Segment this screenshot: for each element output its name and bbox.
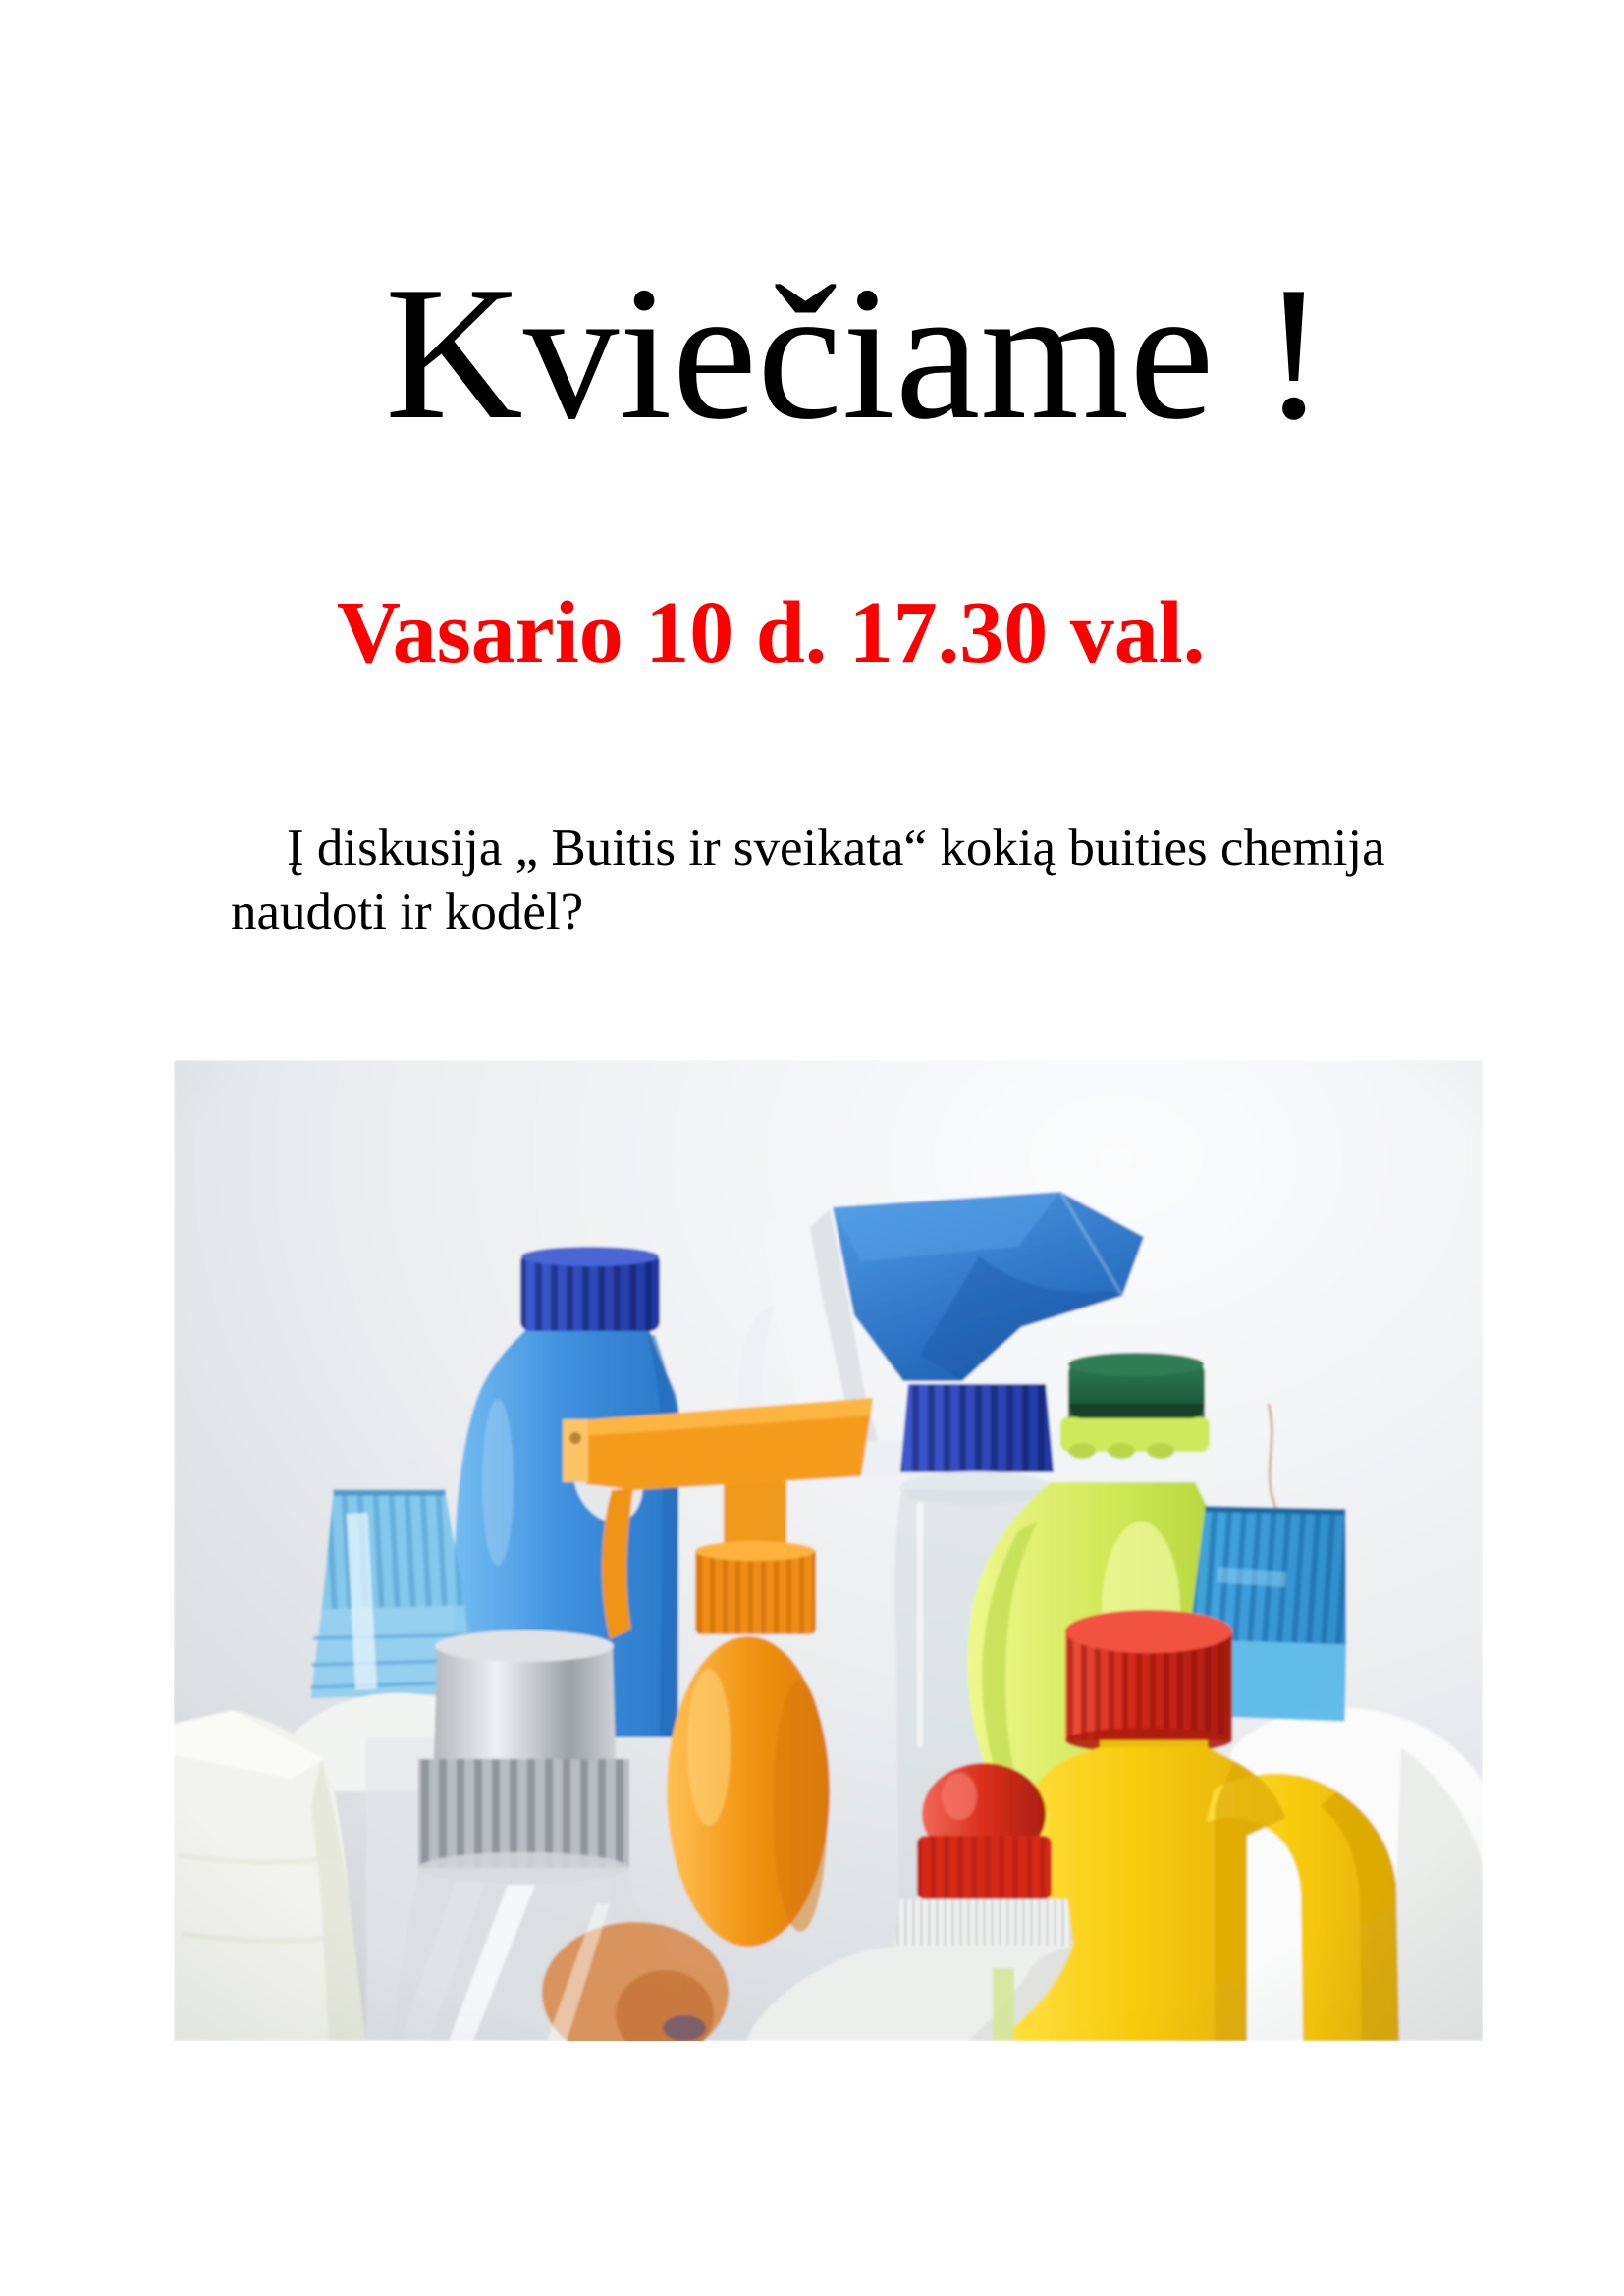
- cleaning-products-photo: [174, 1060, 1483, 2041]
- flyer-title: Kviečiame !: [385, 247, 1326, 459]
- photo-vignette: [174, 1060, 1483, 2041]
- flyer-body-text: Į diskusija „ Buitis ir sveikata“ kokią buities chemija naudoti ir kodėl?: [231, 820, 1385, 940]
- flyer-datetime: Vasario 10 d. 17.30 val.: [337, 584, 1206, 681]
